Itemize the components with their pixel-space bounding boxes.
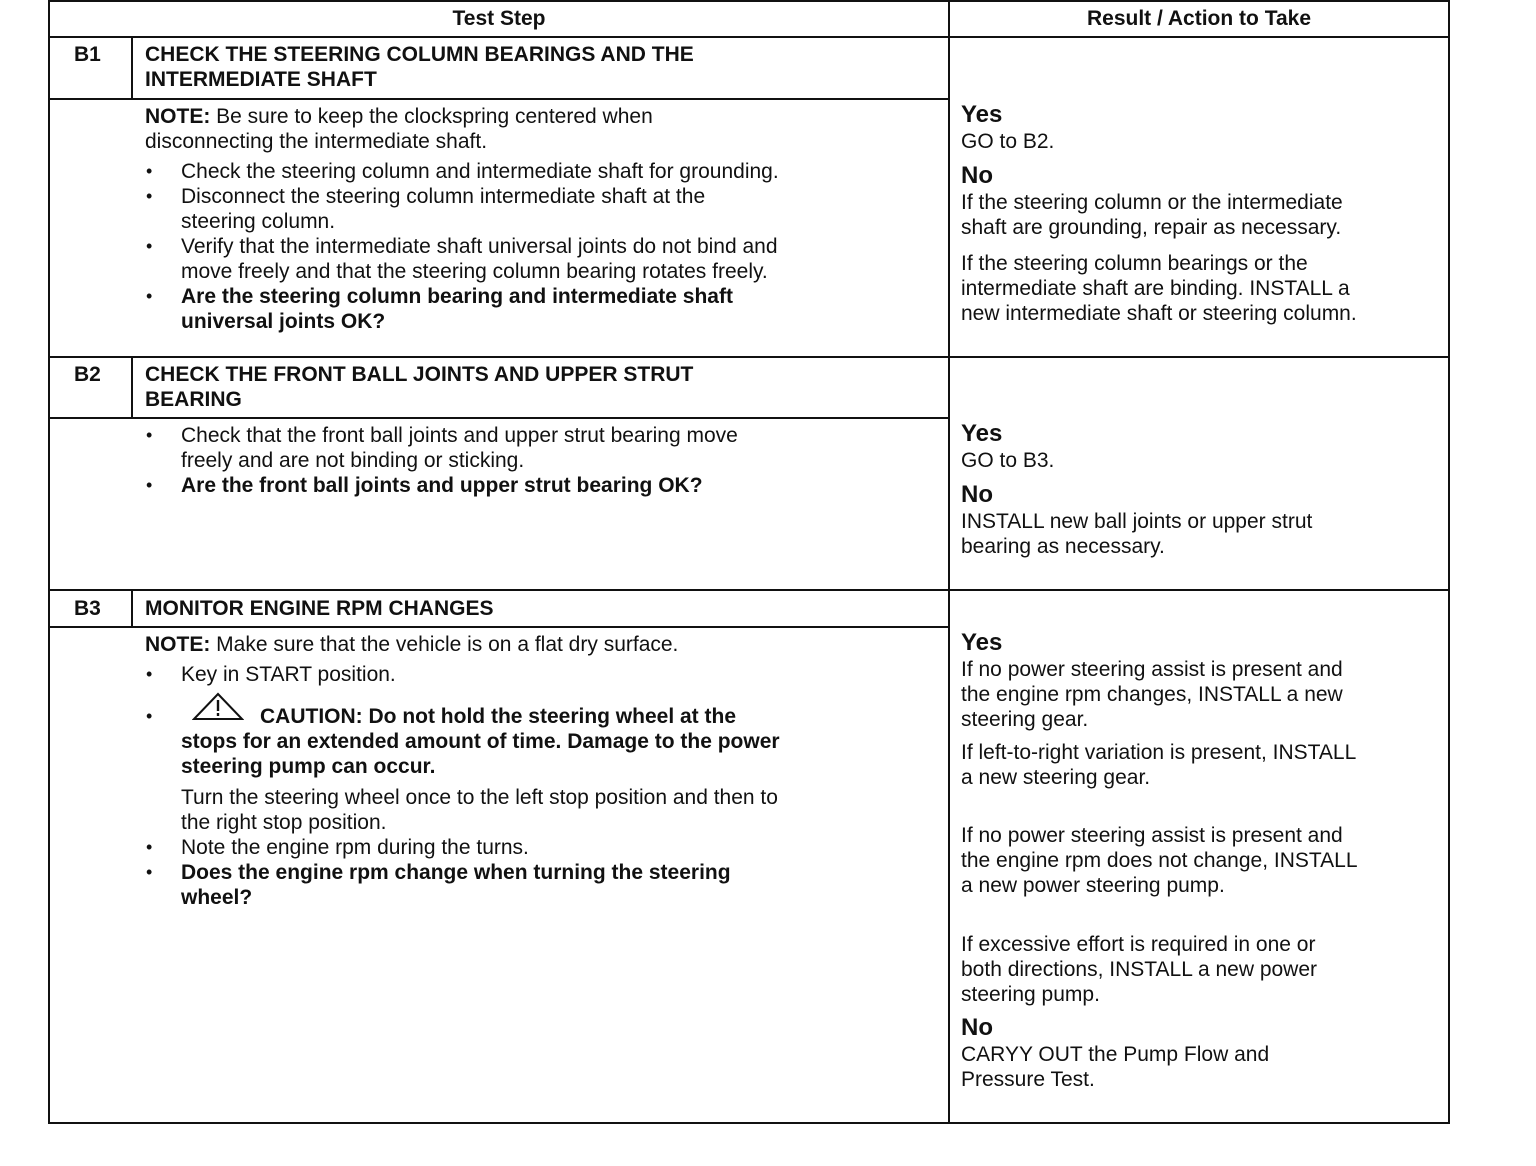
- b3-caution-l2: stops for an extended amount of time. Damage to the power: [181, 730, 780, 753]
- b2-yes-label: Yes: [961, 420, 1003, 447]
- b3-yes-d-l2: both directions, INSTALL a new power: [961, 958, 1318, 981]
- bullet: •: [146, 706, 153, 726]
- title-rule-b2: [48, 417, 950, 419]
- bullet: •: [146, 475, 153, 495]
- b2-no-text-l2: bearing as necessary.: [961, 535, 1165, 558]
- b3-yes-d-l3: steering pump.: [961, 983, 1100, 1006]
- step-title-b2-line1: CHECK THE FRONT BALL JOINTS AND UPPER STRUT: [145, 363, 694, 386]
- b2-bullet1-l1: Check that the front ball joints and upper strut bearing move: [181, 424, 738, 447]
- bullet: •: [146, 862, 153, 882]
- b1-bullet1: Check the steering column and intermediate shaft for grounding.: [181, 160, 779, 183]
- b3-caution-l3: steering pump can occur.: [181, 755, 436, 778]
- b3-yes-a-l1: If no power steering assist is present and: [961, 658, 1343, 681]
- warning-triangle-icon: [192, 692, 244, 722]
- b3-yes-b-l2: a new steering gear.: [961, 766, 1151, 789]
- b3-yes-b-l1: If left-to-right variation is present, INSTALL: [961, 741, 1357, 764]
- table-border-left: [48, 0, 50, 1124]
- b1-yes-label: Yes: [961, 101, 1003, 128]
- step-title-b3: MONITOR ENGINE RPM CHANGES: [145, 597, 494, 620]
- step-title-b1-line2: INTERMEDIATE SHAFT: [145, 68, 377, 91]
- id-divider-b2: [131, 356, 133, 419]
- bullet: •: [146, 664, 153, 684]
- b1-no-label: No: [961, 162, 993, 189]
- b3-yes-c-l1: If no power steering assist is present and: [961, 824, 1343, 847]
- b1-bullet4-l1: Are the steering column bearing and intermediate shaft: [181, 285, 733, 308]
- b1-no-text-1-l1: If the steering column or the intermediate: [961, 191, 1343, 214]
- title-rule-b1: [48, 98, 950, 100]
- b1-bullet2-l2: steering column.: [181, 210, 336, 233]
- b2-no-label: No: [961, 481, 993, 508]
- step-title-b1-line1: CHECK THE STEERING COLUMN BEARINGS AND THE: [145, 43, 694, 66]
- b1-bullet2-l1: Disconnect the steering column intermediate shaft at the: [181, 185, 706, 208]
- step-id-b3: B3: [74, 597, 101, 620]
- b3-bullet2: Note the engine rpm during the turns.: [181, 836, 529, 859]
- b1-note-label: NOTE:: [145, 105, 211, 128]
- b1-no-text-2-l3: new intermediate shaft or steering column.: [961, 302, 1357, 325]
- id-divider-b1: [131, 36, 133, 100]
- header-result-action: Result / Action to Take: [1086, 7, 1312, 30]
- table-border-top: [48, 0, 1450, 2]
- b3-note: [145, 632, 678, 657]
- b1-no-text-2-l2: intermediate shaft are binding. INSTALL a: [961, 277, 1350, 300]
- table-border-bottom: [48, 1122, 1450, 1124]
- step-id-b2: B2: [74, 363, 101, 386]
- b3-note-text: Make sure that the vehicle is on a flat dry surface.: [210, 633, 679, 656]
- b1-bullet3-l2: move freely and that the steering column bearing rotates freely.: [181, 260, 768, 283]
- step-id-b1: B1: [74, 43, 101, 66]
- bullet: •: [146, 186, 153, 206]
- b1-bullet3-l1: Verify that the intermediate shaft universal joints do not bind and: [181, 235, 778, 258]
- b3-no-l1: CARYY OUT the Pump Flow and: [961, 1043, 1270, 1066]
- header-test-step: Test Step: [452, 7, 546, 30]
- b2-yes-text: GO to B3.: [961, 449, 1055, 472]
- b3-yes-a-l2: the engine rpm changes, INSTALL a new: [961, 683, 1343, 706]
- id-divider-b3: [131, 589, 133, 628]
- b3-yes-c-l3: a new power steering pump.: [961, 874, 1225, 897]
- table-border-right: [1448, 0, 1450, 1124]
- bullet: •: [146, 425, 153, 445]
- step-title-b2-line2: BEARING: [145, 388, 242, 411]
- b3-bullet1: Key in START position.: [181, 663, 396, 686]
- b3-caution-l1: CAUTION: Do not hold the steering wheel at the: [260, 705, 737, 728]
- b1-no-text-2-l1: If the steering column bearings or the: [961, 252, 1308, 275]
- b2-bullet2: Are the front ball joints and upper strut bearing OK?: [181, 474, 703, 497]
- b1-note-text-1: Be sure to keep the clockspring centered when: [210, 105, 653, 128]
- b3-yes-c-l2: the engine rpm does not change, INSTALL: [961, 849, 1358, 872]
- b3-no-l2: Pressure Test.: [961, 1068, 1095, 1091]
- b1-no-text-1-l2: shaft are grounding, repair as necessary.: [961, 216, 1342, 239]
- b3-yes-label: Yes: [961, 629, 1003, 656]
- b2-no-text-l1: INSTALL new ball joints or upper strut: [961, 510, 1313, 533]
- header-rule: [48, 36, 1450, 38]
- b1-yes-text: GO to B2.: [961, 130, 1055, 153]
- column-divider: [948, 0, 950, 1124]
- b3-note-label: NOTE:: [145, 633, 211, 656]
- b3-bullet3-l1: Does the engine rpm change when turning the steering: [181, 861, 731, 884]
- b3-no-label: No: [961, 1014, 993, 1041]
- title-rule-b3: [48, 626, 950, 628]
- b3-yes-a-l3: steering gear.: [961, 708, 1089, 731]
- b2-bullet1-l2: freely and are not binding or sticking.: [181, 449, 525, 472]
- b3-yes-d-l1: If excessive effort is required in one or: [961, 933, 1316, 956]
- b1-note: [145, 104, 653, 129]
- b3-bullet3-l2: wheel?: [181, 886, 253, 909]
- b1-note-text-2: disconnecting the intermediate shaft.: [145, 130, 488, 153]
- b1-bullet4-l2: universal joints OK?: [181, 310, 386, 333]
- b3-turn-l2: the right stop position.: [181, 811, 387, 834]
- row-rule-b3: [48, 589, 1450, 591]
- bullet: •: [146, 837, 153, 857]
- row-rule-b2: [48, 356, 1450, 358]
- bullet: •: [146, 236, 153, 256]
- bullet: •: [146, 161, 153, 181]
- bullet: •: [146, 286, 153, 306]
- b3-turn-l1: Turn the steering wheel once to the left stop position and then to: [181, 786, 778, 809]
